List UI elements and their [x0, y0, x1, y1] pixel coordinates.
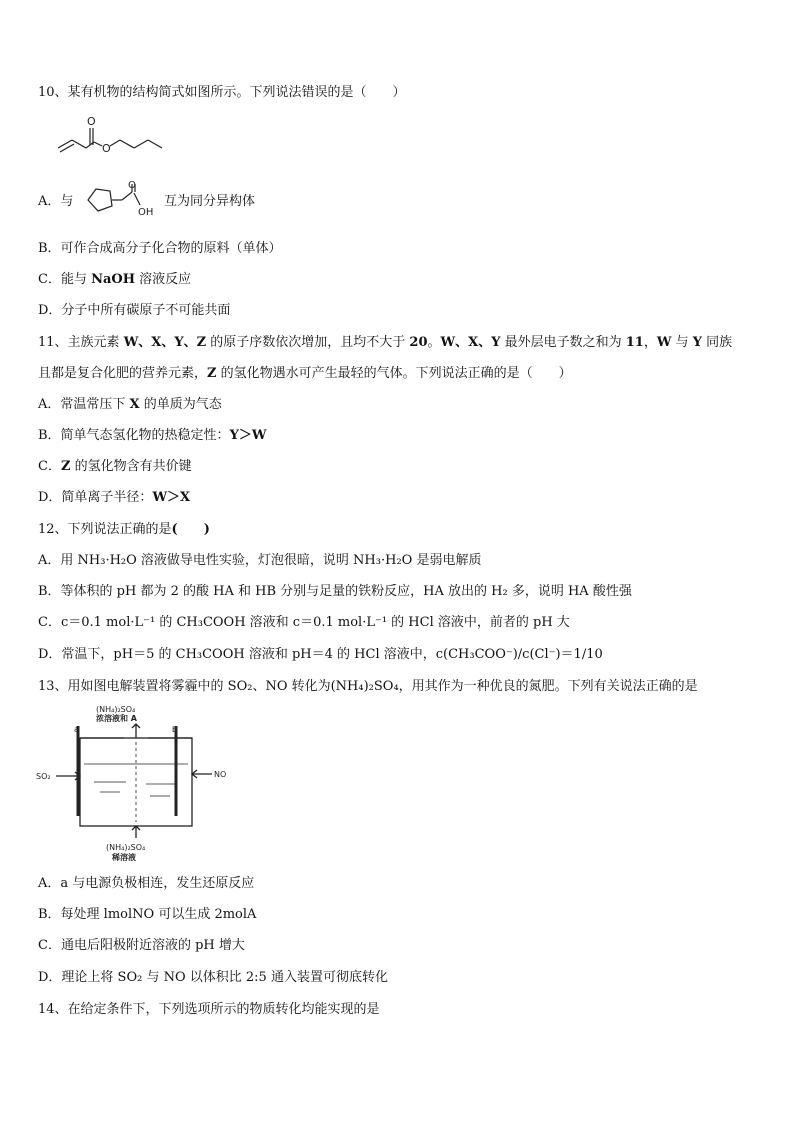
q13-option-c: C．通电后阳极附近溶液的 pH 增大 [38, 938, 245, 953]
q13-fig-electrode-a: a [74, 725, 79, 734]
q11-option-a: A．常温常压下 X 的单质为气态 [38, 397, 222, 412]
q13-stem: 13、用如图电解装置将雾霾中的 SO₂、NO 转化为(NH₄)₂SO₄，用其作为一种优良的氮肥。下列有关说法正确的是 [38, 679, 698, 694]
q13-option-b: B．每处理 lmolNO 可以生成 2molA [38, 907, 257, 922]
q10-option-a [38, 193, 73, 211]
q11-option-c: C．Z 的氢化物含有共价键 [38, 459, 192, 474]
q12-option-b: B．等体积的 pH 都为 2 的酸 HA 和 HB 分别与足量的铁粉反应，HA 放出的 H₂ 多，说明 HA 酸性强 [38, 584, 632, 599]
q10-option-a-suffix: 互为同分异构体 [164, 194, 256, 209]
q13-electrolysis-diagram [36, 704, 236, 862]
q13-fig-top-label1: (NH₄)₂SO₄ [96, 705, 136, 714]
q13-fig-bottom-label2: 稀溶液 [112, 853, 136, 862]
q12-option-c: C．c＝0.1 mol·L⁻¹ 的 CH₃COOH 溶液和 c＝0.1 mol·L⁻¹ 的 HCl 溶液中，前者的 pH 大 [38, 615, 570, 630]
q10-stem: 10、某有机物的结构简式如图所示。下列说法错误的是（ ） [38, 85, 406, 100]
q13-fig-no: NO [214, 770, 227, 779]
q11-stem-line2: 且都是复合化肥的营养元素，Z 的氢化物遇水可产生最轻的气体。下列说法正确的是（ ） [38, 366, 572, 381]
q10-option-d: D．分子中所有碳原子不可能共面 [38, 303, 231, 318]
q12-stem: 12、下列说法正确的是( ) [38, 522, 210, 537]
q10-mol-o-top: O [87, 115, 96, 128]
q11-option-d: D．简单离子半径：W＞X [38, 490, 191, 505]
q10-molecule-structure [50, 112, 175, 157]
q13-option-a: A．a 与电源负极相连，发生还原反应 [38, 876, 255, 891]
q10-option-a-structure [78, 180, 164, 220]
q10-mol-o-ester: O [102, 142, 111, 155]
q10-option-a-oh: OH [138, 207, 154, 218]
q12-option-d: D．常温下，pH＝5 的 CH₃COOH 溶液和 pH＝4 的 HCl 溶液中，c(CH₃COO⁻)/c(Cl⁻)＝1/10 [38, 647, 603, 662]
q10-option-a-o: O [128, 180, 136, 191]
q13-option-d: D．理论上将 SO₂ 与 NO 以体积比 2:5 通入装置可彻底转化 [38, 970, 388, 985]
q12-option-a: A．用 NH₃·H₂O 溶液做导电性实验，灯泡很暗，说明 NH₃·H₂O 是弱电解质 [38, 553, 482, 568]
q13-fig-bottom-label1: (NH₄)₂SO₄ [106, 843, 146, 852]
q13-fig-top-label2: 浓溶液和 A [96, 714, 137, 723]
q10-option-a-prefix: A．与 [38, 194, 74, 209]
q11-option-b: B．简单气态氢化物的热稳定性：Y＞W [38, 428, 267, 443]
q11-stem-line1: 11、主族元素 W、X、Y、Z 的原子序数依次增加，且均不大于 20。W、X、Y 最外层电子数之和为 11，W 与 Y 同族 [38, 335, 733, 350]
q10-option-b: B．可作合成高分子化合物的原料（单体） [38, 241, 282, 256]
q14-stem: 14、在给定条件下，下列选项所示的物质转化均能实现的是 [38, 1002, 380, 1017]
q10-option-c: C．能与 NaOH 溶液反应 [38, 272, 192, 287]
q13-fig-so2: SO₂ [36, 772, 51, 781]
q13-fig-electrode-b: b [172, 725, 178, 734]
